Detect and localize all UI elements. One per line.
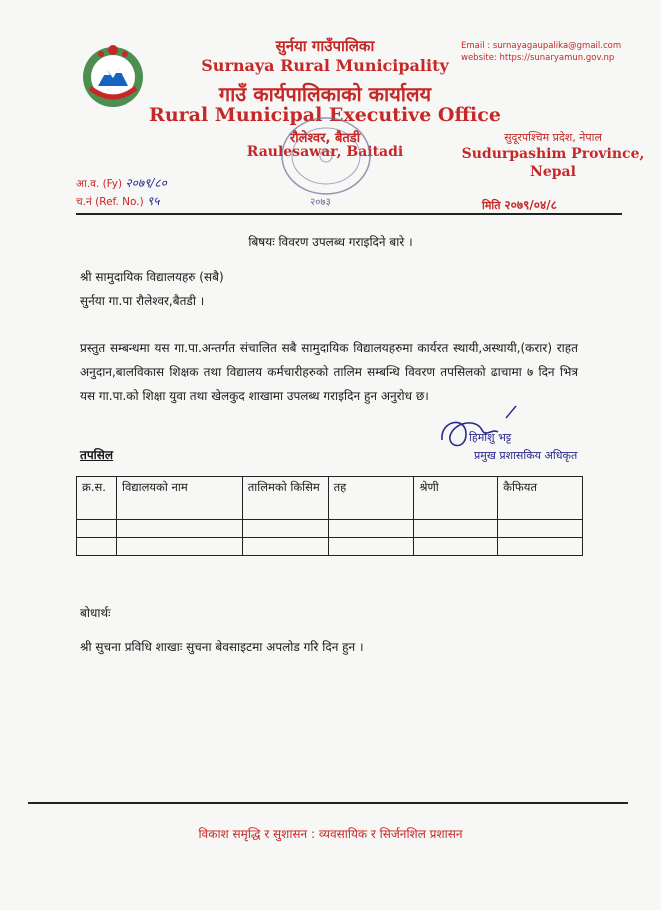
footer-divider xyxy=(28,802,628,804)
table-cell xyxy=(116,520,242,538)
table-cell xyxy=(498,538,583,556)
table-cell xyxy=(328,520,414,538)
nepal-emblem-icon xyxy=(80,44,146,110)
header-level: तह xyxy=(328,477,414,520)
fiscal-year-value: २०७९/८० xyxy=(125,176,167,190)
province-english-line1: Sudurpashim Province, xyxy=(461,146,645,162)
fiscal-year-line xyxy=(76,174,167,191)
office-seal-icon xyxy=(266,110,386,206)
province-devanagari: सुदूरपश्चिम प्रदेश, नेपाल xyxy=(504,131,602,144)
place-devanagari: रौलेश्वर, बैतडी xyxy=(289,131,361,146)
signatory-name: हिमांशु भट्ट xyxy=(469,431,512,444)
province-english-line2: Nepal xyxy=(530,164,576,180)
municipality-name-english: Surnaya Rural Municipality xyxy=(201,56,449,75)
header-serial: क्र.स. xyxy=(77,477,117,520)
header-grade: श्रेणी xyxy=(414,477,498,520)
office-name-devanagari: गाउँ कार्यपालिकाको कार्यालय xyxy=(218,82,432,106)
table-cell xyxy=(242,520,328,538)
fiscal-year-label: आ.व. (Fy) xyxy=(76,178,123,190)
training-details-table xyxy=(76,476,583,556)
header-training-type: तालिमको किसिम xyxy=(242,477,328,520)
letter-subject: बिषयः विवरण उपलब्ध गराइदिने बारे । xyxy=(248,235,413,249)
seal-year: २०७३ xyxy=(310,197,331,208)
date-value: २०७९/०४/८ xyxy=(504,198,557,212)
contact-website: website: https://sunaryamun.gov.np xyxy=(461,53,615,63)
contact-block xyxy=(461,40,656,64)
date-line xyxy=(482,196,557,213)
table-cell xyxy=(77,520,117,538)
tapasil-heading: तपसिल xyxy=(80,448,114,462)
municipality-name-devanagari: सुर्नया गाउँपालिका xyxy=(275,37,375,55)
office-name-english: Rural Municipal Executive Office xyxy=(149,104,501,126)
recipient-line1: श्री सामुदायिक विद्यालयहरु (सबै) xyxy=(80,270,224,284)
recipient-line2: सुर्नया गा.पा रौलेश्वर,बैतडी । xyxy=(80,294,205,308)
table-header-row xyxy=(77,477,583,520)
table-row xyxy=(77,520,583,538)
table-cell xyxy=(116,538,242,556)
header-school-name: विद्यालयको नाम xyxy=(116,477,242,520)
cc-label: बोधार्थः xyxy=(80,606,111,620)
reference-number-line xyxy=(76,192,160,209)
contact-email: Email : surnayagaupalika@gmail.com xyxy=(461,41,622,51)
table-row xyxy=(77,538,583,556)
table-cell xyxy=(414,538,498,556)
table-cell xyxy=(414,520,498,538)
header-remarks: कैफियत xyxy=(498,477,583,520)
letter-body: प्रस्तुत सम्बन्धमा यस गा.पा.अन्तर्गत संचालित सबै सामुदायिक विद्यालयहरुमा कार्यरत स्थायी,अस्थायी,(करार) राहत अनुदान,बालविकास शिक्षक तथा विद्यालय कर्मचारीहरुको तालिम सम्बन्धि विवरण तपसिलको ढाचामा ७ दिन भित्र यस गा.पा.को शिक्षा युवा तथा खेलकुद शाखामा उपलब्ध गराइदिन हुन अनुरोध छ। xyxy=(80,341,578,403)
reference-number-value: ९५ xyxy=(147,194,160,208)
reference-number-label: च.नं (Ref. No.) xyxy=(76,196,144,208)
table-cell xyxy=(328,538,414,556)
table-cell xyxy=(498,520,583,538)
place-english: Raulesawar, Baitadi xyxy=(246,144,404,160)
table-cell xyxy=(77,538,117,556)
table-cell xyxy=(242,538,328,556)
date-label: मिति xyxy=(482,199,501,212)
signatory-title: प्रमुख प्रशासकिय अधिकृत xyxy=(474,449,578,462)
cc-line: श्री सुचना प्रविधि शाखाः सुचना बेवसाइटमा अपलोड गरि दिन हुन । xyxy=(80,640,364,654)
footer-motto: विकाश समृद्धि र सुशासन : व्यवसायिक र सिर्जनशिल प्रशासन xyxy=(198,827,463,841)
header-divider xyxy=(76,213,622,215)
